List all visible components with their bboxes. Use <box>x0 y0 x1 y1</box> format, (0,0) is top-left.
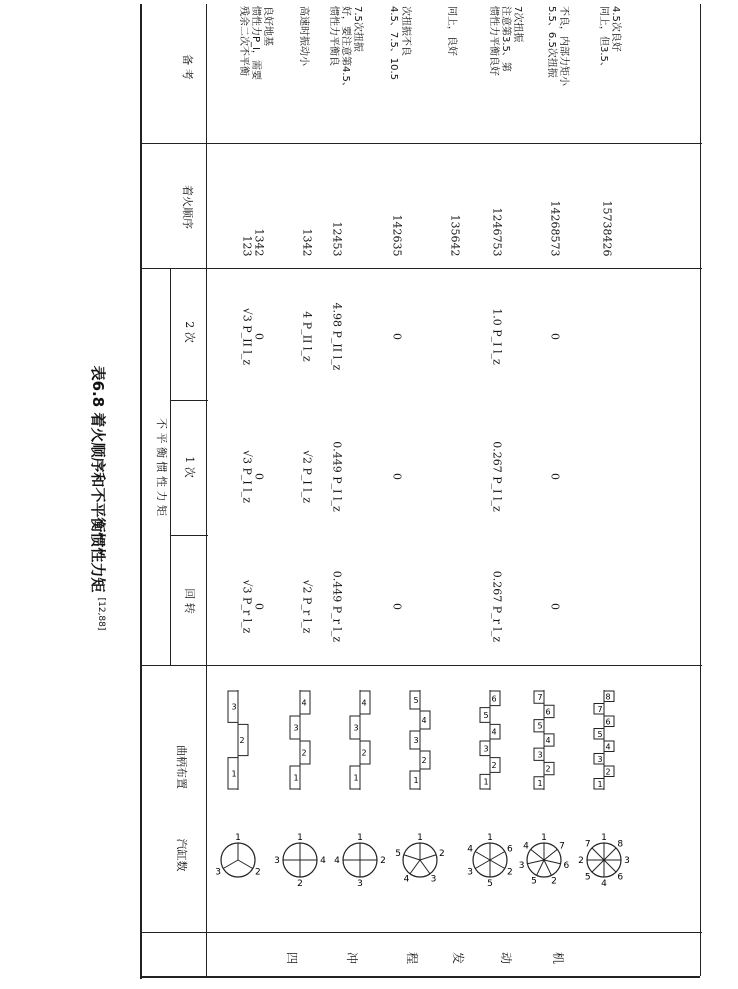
crank-spoke <box>544 849 557 860</box>
crank-label: 7 <box>559 841 565 852</box>
crank-spoke <box>490 852 505 861</box>
crank-number: 1 <box>597 779 603 789</box>
crank-spoke <box>592 848 604 860</box>
crank-number: 3 <box>293 723 299 733</box>
cell-first: 0.267 P_I l_z <box>490 441 504 512</box>
crank-spoke <box>475 860 490 869</box>
cell-firing: 15738426 <box>600 200 614 257</box>
crank-spoke <box>531 849 544 860</box>
crank-label: 3 <box>467 867 473 878</box>
crank-number: 5 <box>483 711 489 720</box>
crank-label: 3 <box>430 874 437 885</box>
crank-label: 5 <box>395 848 401 859</box>
cell-remark-line: 惯性力P_I，需要 <box>250 6 261 80</box>
cell-remark-line: 惯性力平衡良 <box>328 6 339 66</box>
crank-label: 3 <box>518 861 525 872</box>
cell-rot: 0 <box>252 603 266 610</box>
crank-label: 2 <box>439 848 445 859</box>
cell-remark-line: 5.5、6.5次扭振 <box>546 6 557 78</box>
crank-label: 3 <box>274 856 280 866</box>
crank-label: 5 <box>531 876 537 887</box>
cell-firing: 1342 <box>252 228 266 257</box>
stub-char: 发 <box>451 951 465 964</box>
cell-rot: 0 <box>390 603 404 610</box>
crank-number: 4 <box>491 727 497 737</box>
cell-rot: 0.449 P_r l_z <box>330 570 344 643</box>
crank-spoke <box>527 860 544 864</box>
crank-label: 2 <box>380 856 386 866</box>
crank-label: 5 <box>584 872 591 883</box>
cell-remark-line: 同上，但3.5、 <box>598 6 609 72</box>
cell-remark-line: 4.5、7.5、10.5 <box>388 6 399 81</box>
crank-label: 4 <box>334 856 340 866</box>
stub-char: 四 <box>285 951 299 964</box>
crank-diagram <box>395 690 444 885</box>
crank-spoke <box>537 860 544 875</box>
crank-number: 4 <box>545 736 551 745</box>
stub-char: 冲 <box>345 951 359 964</box>
crank-label: 1 <box>601 833 607 843</box>
crank-label: 4 <box>523 841 529 852</box>
crank-number: 8 <box>605 692 611 702</box>
crank-number: 2 <box>421 756 427 765</box>
cell-remark-line: 7.5次扭振 <box>352 6 363 52</box>
crank-spoke <box>592 860 604 872</box>
crank-diagram <box>519 690 570 887</box>
crank-number: 3 <box>413 736 419 745</box>
crank-number: 6 <box>491 694 497 704</box>
crank-number: 2 <box>491 761 497 770</box>
crank-diagram <box>274 690 326 889</box>
crank-number: 5 <box>537 721 543 731</box>
cell-second: 0 <box>252 333 266 340</box>
cell-rot: 0.267 P_r l_z <box>490 570 504 643</box>
cell-remark-line: 不良，内部力矩小 <box>558 6 569 86</box>
crank-spoke <box>604 848 616 860</box>
crank-label: 7 <box>584 839 591 850</box>
crank-spoke <box>475 852 490 861</box>
crank-number: 1 <box>537 778 543 788</box>
crank-number: 1 <box>293 773 299 783</box>
crank-label: 1 <box>357 833 363 843</box>
crank-number: 2 <box>545 764 551 774</box>
cell-firing: 14268573 <box>548 200 562 257</box>
crank-label: 2 <box>551 876 557 887</box>
crank-label: 4 <box>601 879 607 889</box>
crank-spoke <box>544 860 561 864</box>
crank-label: 6 <box>507 844 513 855</box>
crank-number: 4 <box>605 742 611 752</box>
crank-label: 6 <box>563 861 570 872</box>
cell-first: √3 P_I l_z <box>240 449 254 504</box>
crank-spoke <box>404 855 420 860</box>
cell-second: 4.98 P_II l_z <box>330 302 344 371</box>
crank-label: 1 <box>297 833 303 843</box>
crank-number: 4 <box>421 716 427 725</box>
cell-second: 0 <box>548 333 562 340</box>
crank-number: 2 <box>239 736 245 745</box>
crank-number: 3 <box>483 744 489 754</box>
crank-label: 3 <box>624 856 630 866</box>
header-crank: 曲柄布置 <box>175 745 188 789</box>
crank-spoke <box>544 860 551 875</box>
crank-label: 1 <box>487 833 493 843</box>
header-remarks: 备 考 <box>181 54 194 80</box>
crank-number: 6 <box>545 707 551 717</box>
cell-remark-line: 高速时振动小 <box>298 6 309 66</box>
stub-char: 程 <box>405 951 419 964</box>
cell-remark-line: 注意第3.5、第 <box>500 6 511 72</box>
crank-spoke <box>420 855 436 860</box>
crank-number: 2 <box>605 767 611 777</box>
stub-char: 机 <box>551 951 565 964</box>
crank-label: 5 <box>487 879 493 889</box>
crank-label: 2 <box>578 856 584 866</box>
title-reference: [12,88] <box>96 597 106 631</box>
crank-number: 7 <box>597 704 603 714</box>
crank-number: 2 <box>301 748 307 758</box>
cell-second: √3 P_II l_z <box>240 307 254 366</box>
crank-number: 7 <box>537 693 543 703</box>
header-firing-order: 着火顺序 <box>181 185 194 229</box>
cell-firing: 1246753 <box>490 207 504 257</box>
crank-label: 3 <box>215 867 221 878</box>
crank-spoke <box>490 860 505 869</box>
cell-remark-line: 惯性力平衡良好 <box>488 6 499 76</box>
stub-char: 动 <box>499 951 513 964</box>
crank-spoke <box>420 860 430 874</box>
crank-number: 3 <box>231 702 237 712</box>
crank-number: 1 <box>483 777 489 787</box>
cell-remark-line: 7次扭振 <box>512 6 523 43</box>
crank-number: 3 <box>537 750 543 760</box>
crank-label: 6 <box>617 872 624 883</box>
crank-label: 2 <box>297 879 303 889</box>
crank-number: 3 <box>597 754 603 764</box>
crank-label: 2 <box>507 867 513 878</box>
crank-number: 1 <box>353 773 359 783</box>
crank-number: 3 <box>353 723 359 733</box>
crank-label: 2 <box>255 867 261 878</box>
cell-first: √2 P_I l_z <box>300 449 314 504</box>
crank-label: 4 <box>467 844 473 855</box>
crank-label: 4 <box>403 874 410 885</box>
crank-label: 4 <box>320 856 326 866</box>
cell-rot: √3 P_r l_z <box>240 579 254 634</box>
cell-remark-line: 良好地基 <box>262 6 273 46</box>
crank-number: 6 <box>605 717 611 727</box>
cell-remark-line: 4.5次良好 <box>610 6 621 52</box>
cell-remark-line: 好，要注意第4.5、 <box>340 6 351 92</box>
cell-first: 0 <box>252 473 266 480</box>
crank-number: 2 <box>361 748 367 758</box>
crank-diagram <box>215 690 261 878</box>
header-moment-group: 不 平 衡 惯 性 力 矩 <box>155 418 168 516</box>
crank-number: 5 <box>597 729 603 739</box>
cell-first: 0.449 P_I l_z <box>330 441 344 512</box>
crank-diagram <box>334 690 386 889</box>
cell-firing: 135642 <box>448 214 462 257</box>
cell-first: 0 <box>390 473 404 480</box>
cell-firing: 1342 <box>300 228 314 257</box>
cell-firing: 123 <box>240 235 254 257</box>
crank-spoke <box>604 860 616 872</box>
cell-remark-line: 同上，良好 <box>446 6 457 56</box>
crank-spoke <box>410 860 420 874</box>
cell-remark-line: 残余二次不平衡 <box>238 6 249 76</box>
header-second-order: 2 次 <box>183 321 196 343</box>
cell-remark-line: 次扭振不良 <box>400 6 411 56</box>
crank-number: 4 <box>361 698 367 708</box>
cell-second: 0 <box>390 333 404 340</box>
crank-number: 1 <box>231 769 237 779</box>
cell-firing: 142635 <box>390 214 404 257</box>
table-title-text: 表6.8 着火顺序和不平衡惯性力矩 <box>89 365 107 593</box>
crank-number: 1 <box>413 776 419 785</box>
crank-label: 1 <box>235 833 241 843</box>
header-rotating: 回 转 <box>183 588 196 614</box>
crank-label: 1 <box>541 833 547 843</box>
crank-label: 3 <box>357 879 363 889</box>
crank-diagram <box>578 690 630 889</box>
cell-rot: 0 <box>548 603 562 610</box>
crank-diagram <box>467 690 513 889</box>
crank-label: 8 <box>617 839 624 850</box>
cell-first: 0 <box>548 473 562 480</box>
crank-spoke <box>223 860 238 869</box>
crank-spoke <box>238 860 253 869</box>
cell-rot: √2 P_r l_z <box>300 579 314 634</box>
header-first-order: 1 次 <box>183 456 196 478</box>
cell-firing: 12453 <box>330 221 344 257</box>
crank-label: 1 <box>417 833 423 843</box>
cell-second: 1.0 P_I l_z <box>490 308 504 365</box>
crank-number: 4 <box>301 698 307 708</box>
crank-number: 5 <box>413 696 419 705</box>
header-cylinders: 汽缸数 <box>175 838 188 872</box>
cell-second: 4 P_II l_z <box>300 311 314 362</box>
